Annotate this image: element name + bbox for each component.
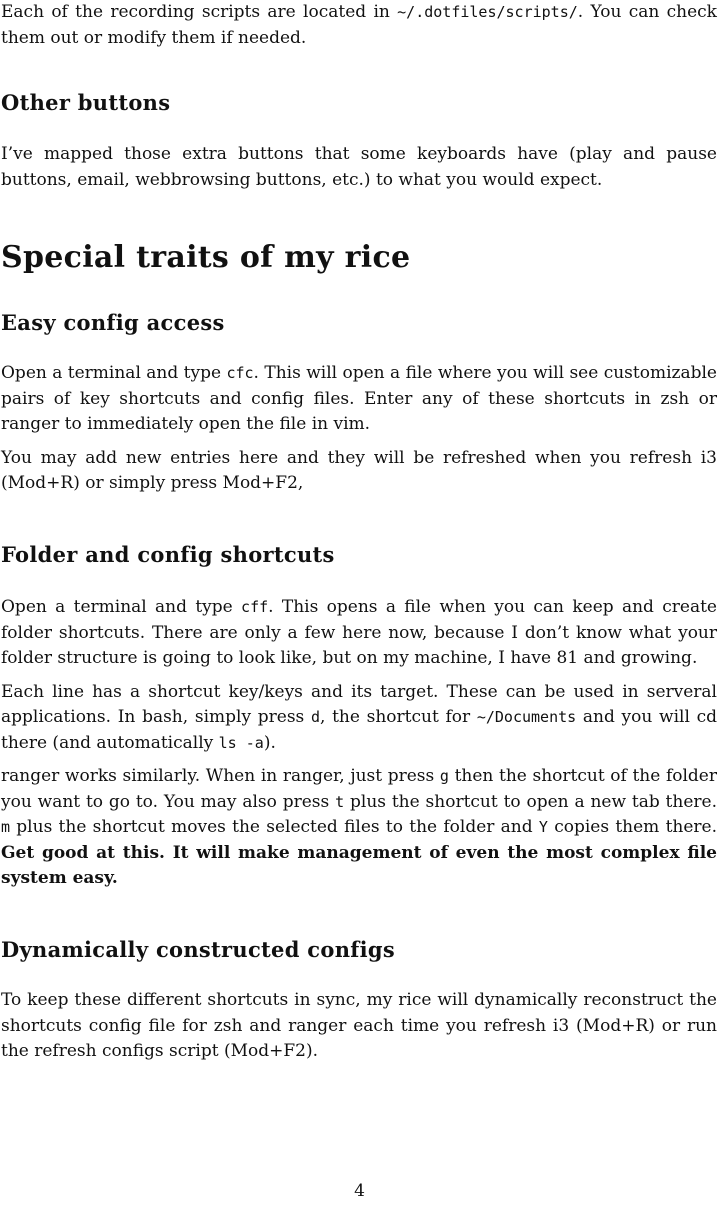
dynamic-configs-paragraph: To keep these different shortcuts in sync, my rice will dynamically reconstruct the shortcuts config file for zsh and ranger each time you refresh i3 (Mod+R) or run the refresh configs script (Mod+F2). <box>1 990 717 1061</box>
dynamic-configs-heading-block <box>1 937 717 963</box>
folder-shortcuts-heading-block <box>1 542 717 568</box>
inline-code: d <box>310 708 320 726</box>
text-span: plus the shortcut to open a new tab there. <box>344 791 717 812</box>
folder-shortcuts-section <box>1 595 717 900</box>
text-span: Each line has a shortcut key/keys and its target. These can be used in serveral applications. In bash, simply press <box>1 681 717 727</box>
text-span: . This opens a file when you can keep and create folder shortcuts. There are only a few here now, because I don’t know what your folder structure is going to look like, but on my machine, I have 81 and growing. <box>1 597 717 668</box>
text-span: copies them there. <box>547 817 717 837</box>
text-span: and you will cd there (and automatically <box>1 707 717 753</box>
folder-shortcuts-paragraph-1 <box>1 595 717 672</box>
section-heading-dynamic-configs: Dynamically constructed configs <box>1 937 395 962</box>
section-heading-folder-shortcuts: Folder and config shortcuts <box>1 542 335 567</box>
inline-code: g <box>439 767 449 785</box>
inline-code: m <box>1 818 11 836</box>
page-number: 4 <box>354 1181 365 1201</box>
bold-emphasis: Get good at this. It will make management of even the most complex file system easy. <box>1 842 717 888</box>
text-span: ). <box>263 732 276 753</box>
easy-config-section <box>1 361 717 505</box>
easy-config-heading-block <box>1 310 717 336</box>
text-span: plus the shortcut moves the selected files to the folder and <box>10 817 539 837</box>
chapter-heading-special-traits: Special traits of my rice <box>1 240 411 275</box>
text-span: then the shortcut of the folder you want to go to. You may also press <box>1 766 717 812</box>
other-buttons-paragraph: I’ve mapped those extra buttons that some keyboards have (play and pause buttons, email, webbrowsing buttons, etc.) to what you would expect. <box>1 144 717 190</box>
text-span: Open a terminal and type <box>1 363 227 383</box>
section-heading-other-buttons: Other buttons <box>1 90 171 115</box>
text-span: . This will open a file where you will see customizable pairs of key shortcuts and config files. Enter any of these shortcuts in zsh or ranger to immediately open the file in vim. <box>1 363 717 434</box>
inline-code: Y <box>538 818 548 836</box>
intro-paragraph <box>1 0 717 51</box>
other-buttons-section <box>1 142 717 201</box>
easy-config-paragraph-2: You may add new entries here and they will be refreshed when you refresh i3 (Mod+R) or simply press Mod+F2, <box>1 447 717 493</box>
intro-section <box>1 0 717 59</box>
dynamic-configs-section <box>1 988 717 1073</box>
text-span: , the shortcut for <box>320 707 477 727</box>
easy-config-paragraph-1 <box>1 361 717 438</box>
inline-code: ~/Documents <box>476 708 577 726</box>
text-span: Open a terminal and type <box>1 597 242 617</box>
inline-code: cff <box>241 598 269 616</box>
special-traits-heading-block <box>1 241 717 275</box>
text-span: Each of the recording scripts are located in <box>1 2 398 22</box>
section-heading-easy-config: Easy config access <box>1 310 225 335</box>
inline-code: ls -a <box>218 733 264 752</box>
text-span: ranger works similarly. When in ranger, just press <box>1 766 440 786</box>
folder-shortcuts-paragraph-3 <box>1 764 717 892</box>
folder-shortcuts-paragraph-2 <box>1 680 717 757</box>
other-buttons-heading-block <box>1 90 717 116</box>
inline-code: cfc <box>226 364 254 382</box>
inline-code: t <box>335 792 345 811</box>
text-span: . You can check them out or modify them if needed. <box>1 2 717 48</box>
inline-code: ~/.dotfiles/scripts/ <box>397 3 578 21</box>
